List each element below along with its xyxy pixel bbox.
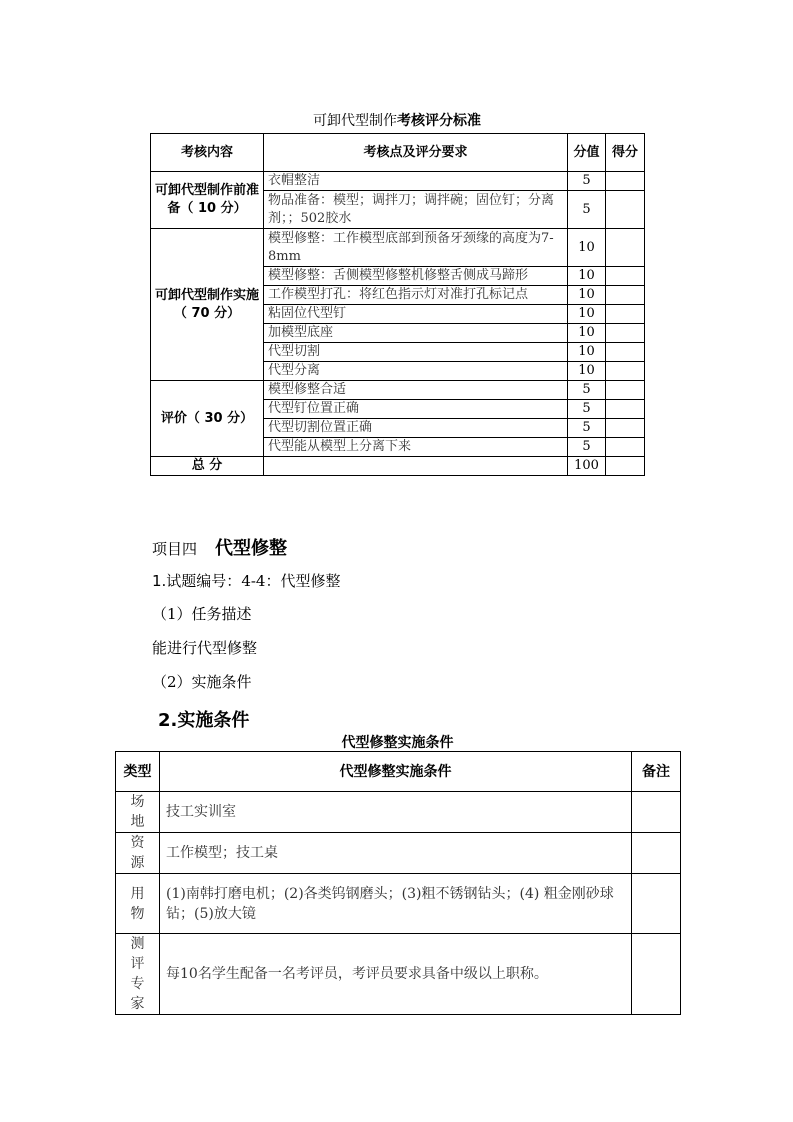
project-title: 代型修整 [215, 538, 288, 559]
score-cell: 10 [568, 324, 606, 343]
criterion-cell: 代型钉位置正确 [264, 400, 568, 419]
task-text: 能进行代型修整 [152, 639, 258, 657]
task-heading: （1）任务描述 [152, 605, 252, 623]
criterion-cell: 代型分离 [264, 362, 568, 381]
criterion-cell: 模型修整：工作模型底部到预备牙颈缘的高度为7-8mm [264, 229, 568, 267]
total-earned-cell [606, 457, 645, 476]
criterion-cell: 模型修整：舌侧模型修整机修整舌侧成马蹄形 [264, 267, 568, 286]
score-cell: 10 [568, 267, 606, 286]
question-title: 代型修整 [280, 572, 341, 590]
table1-title-prefix: 可卸代型制作 [313, 113, 397, 129]
table1-title [150, 110, 644, 132]
group-label-cell: 可卸代型制作实施（ 70 分） [151, 229, 264, 381]
table1-header-row [151, 134, 645, 172]
table1-header-cell: 考核内容 [151, 134, 264, 172]
content-cell: 技工实训室 [160, 792, 632, 833]
criterion-cell: 工作模型打孔：将红色指示灯对准打孔标记点 [264, 286, 568, 305]
conditions-table [115, 751, 681, 1015]
note-cell [632, 934, 681, 1015]
total-label-cell: 总 分 [151, 457, 264, 476]
note-cell [632, 874, 681, 934]
earned-cell [606, 229, 645, 267]
earned-cell [606, 343, 645, 362]
table2-row [116, 874, 681, 934]
earned-cell [606, 305, 645, 324]
score-cell: 10 [568, 343, 606, 362]
score-cell: 5 [568, 191, 606, 229]
table2-row [116, 792, 681, 833]
type-cell: 测评专家 [116, 934, 160, 1015]
criterion-cell: 衣帽整洁 [264, 172, 568, 191]
note-cell [632, 792, 681, 833]
total-empty-cell [264, 457, 568, 476]
score-cell: 10 [568, 286, 606, 305]
type-cell: 场地 [116, 792, 160, 833]
table2-title: 代型修整实施条件 [341, 735, 454, 751]
table1-header-cell: 考核点及评分要求 [264, 134, 568, 172]
table2-row [116, 833, 681, 874]
criterion-cell: 物品准备：模型；调拌刀；调拌碗；固位钉；分离剂；；502胶水 [264, 191, 568, 229]
earned-cell [606, 438, 645, 457]
table1-total-row [151, 457, 645, 476]
condition-heading: （2）实施条件 [152, 673, 252, 691]
earned-cell [606, 362, 645, 381]
criterion-cell: 代型切割 [264, 343, 568, 362]
earned-cell [606, 267, 645, 286]
score-cell: 5 [568, 381, 606, 400]
question-separator: ： [265, 572, 281, 590]
table1-row [151, 172, 645, 191]
score-cell: 5 [568, 400, 606, 419]
project-heading [152, 534, 287, 560]
group-label-cell: 评价（ 30 分） [151, 381, 264, 457]
section-heading: 2.实施条件 [158, 710, 250, 731]
earned-cell [606, 419, 645, 438]
criterion-cell: 模型修整合适 [264, 381, 568, 400]
content-cell: (1)南韩打磨电机；(2)各类钨钢磨头；(3)粗不锈钢钻头；(4) 粗金刚砂球钻；(5)放大镜 [160, 874, 632, 934]
score-cell: 5 [568, 172, 606, 191]
earned-cell [606, 172, 645, 191]
criterion-cell: 粘固位代型钉 [264, 305, 568, 324]
question-label: 1.试题编号： [152, 572, 242, 590]
question-line [152, 570, 341, 591]
question-number: 4-4 [241, 572, 266, 590]
type-cell: 用物 [116, 874, 160, 934]
scoring-table [150, 133, 645, 476]
table2-header-cell: 类型 [116, 752, 160, 792]
total-score-cell: 100 [568, 457, 606, 476]
criterion-cell: 加模型底座 [264, 324, 568, 343]
project-label: 项目四 [152, 540, 198, 558]
score-cell: 10 [568, 229, 606, 267]
type-cell: 资源 [116, 833, 160, 874]
note-cell [632, 833, 681, 874]
earned-cell [606, 381, 645, 400]
table1-header-cell: 分值 [568, 134, 606, 172]
score-cell: 5 [568, 438, 606, 457]
score-cell: 10 [568, 305, 606, 324]
table1-title-bold: 考核评分标准 [397, 113, 481, 129]
criterion-cell: 代型切割位置正确 [264, 419, 568, 438]
table2-row [116, 934, 681, 1015]
table2-header-row [116, 752, 681, 792]
score-cell: 10 [568, 362, 606, 381]
earned-cell [606, 400, 645, 419]
score-cell: 5 [568, 419, 606, 438]
earned-cell [606, 286, 645, 305]
table2-header-cell: 备注 [632, 752, 681, 792]
table1-row [151, 229, 645, 267]
table2-header-cell: 代型修整实施条件 [160, 752, 632, 792]
group-label-cell: 可卸代型制作前准备（ 10 分） [151, 172, 264, 229]
content-cell: 工作模型；技工桌 [160, 833, 632, 874]
content-cell: 每10名学生配备一名考评员，考评员要求具备中级以上职称。 [160, 934, 632, 1015]
table1-row [151, 381, 645, 400]
earned-cell [606, 324, 645, 343]
earned-cell [606, 191, 645, 229]
table1-header-cell: 得分 [606, 134, 645, 172]
criterion-cell: 代型能从模型上分离下来 [264, 438, 568, 457]
